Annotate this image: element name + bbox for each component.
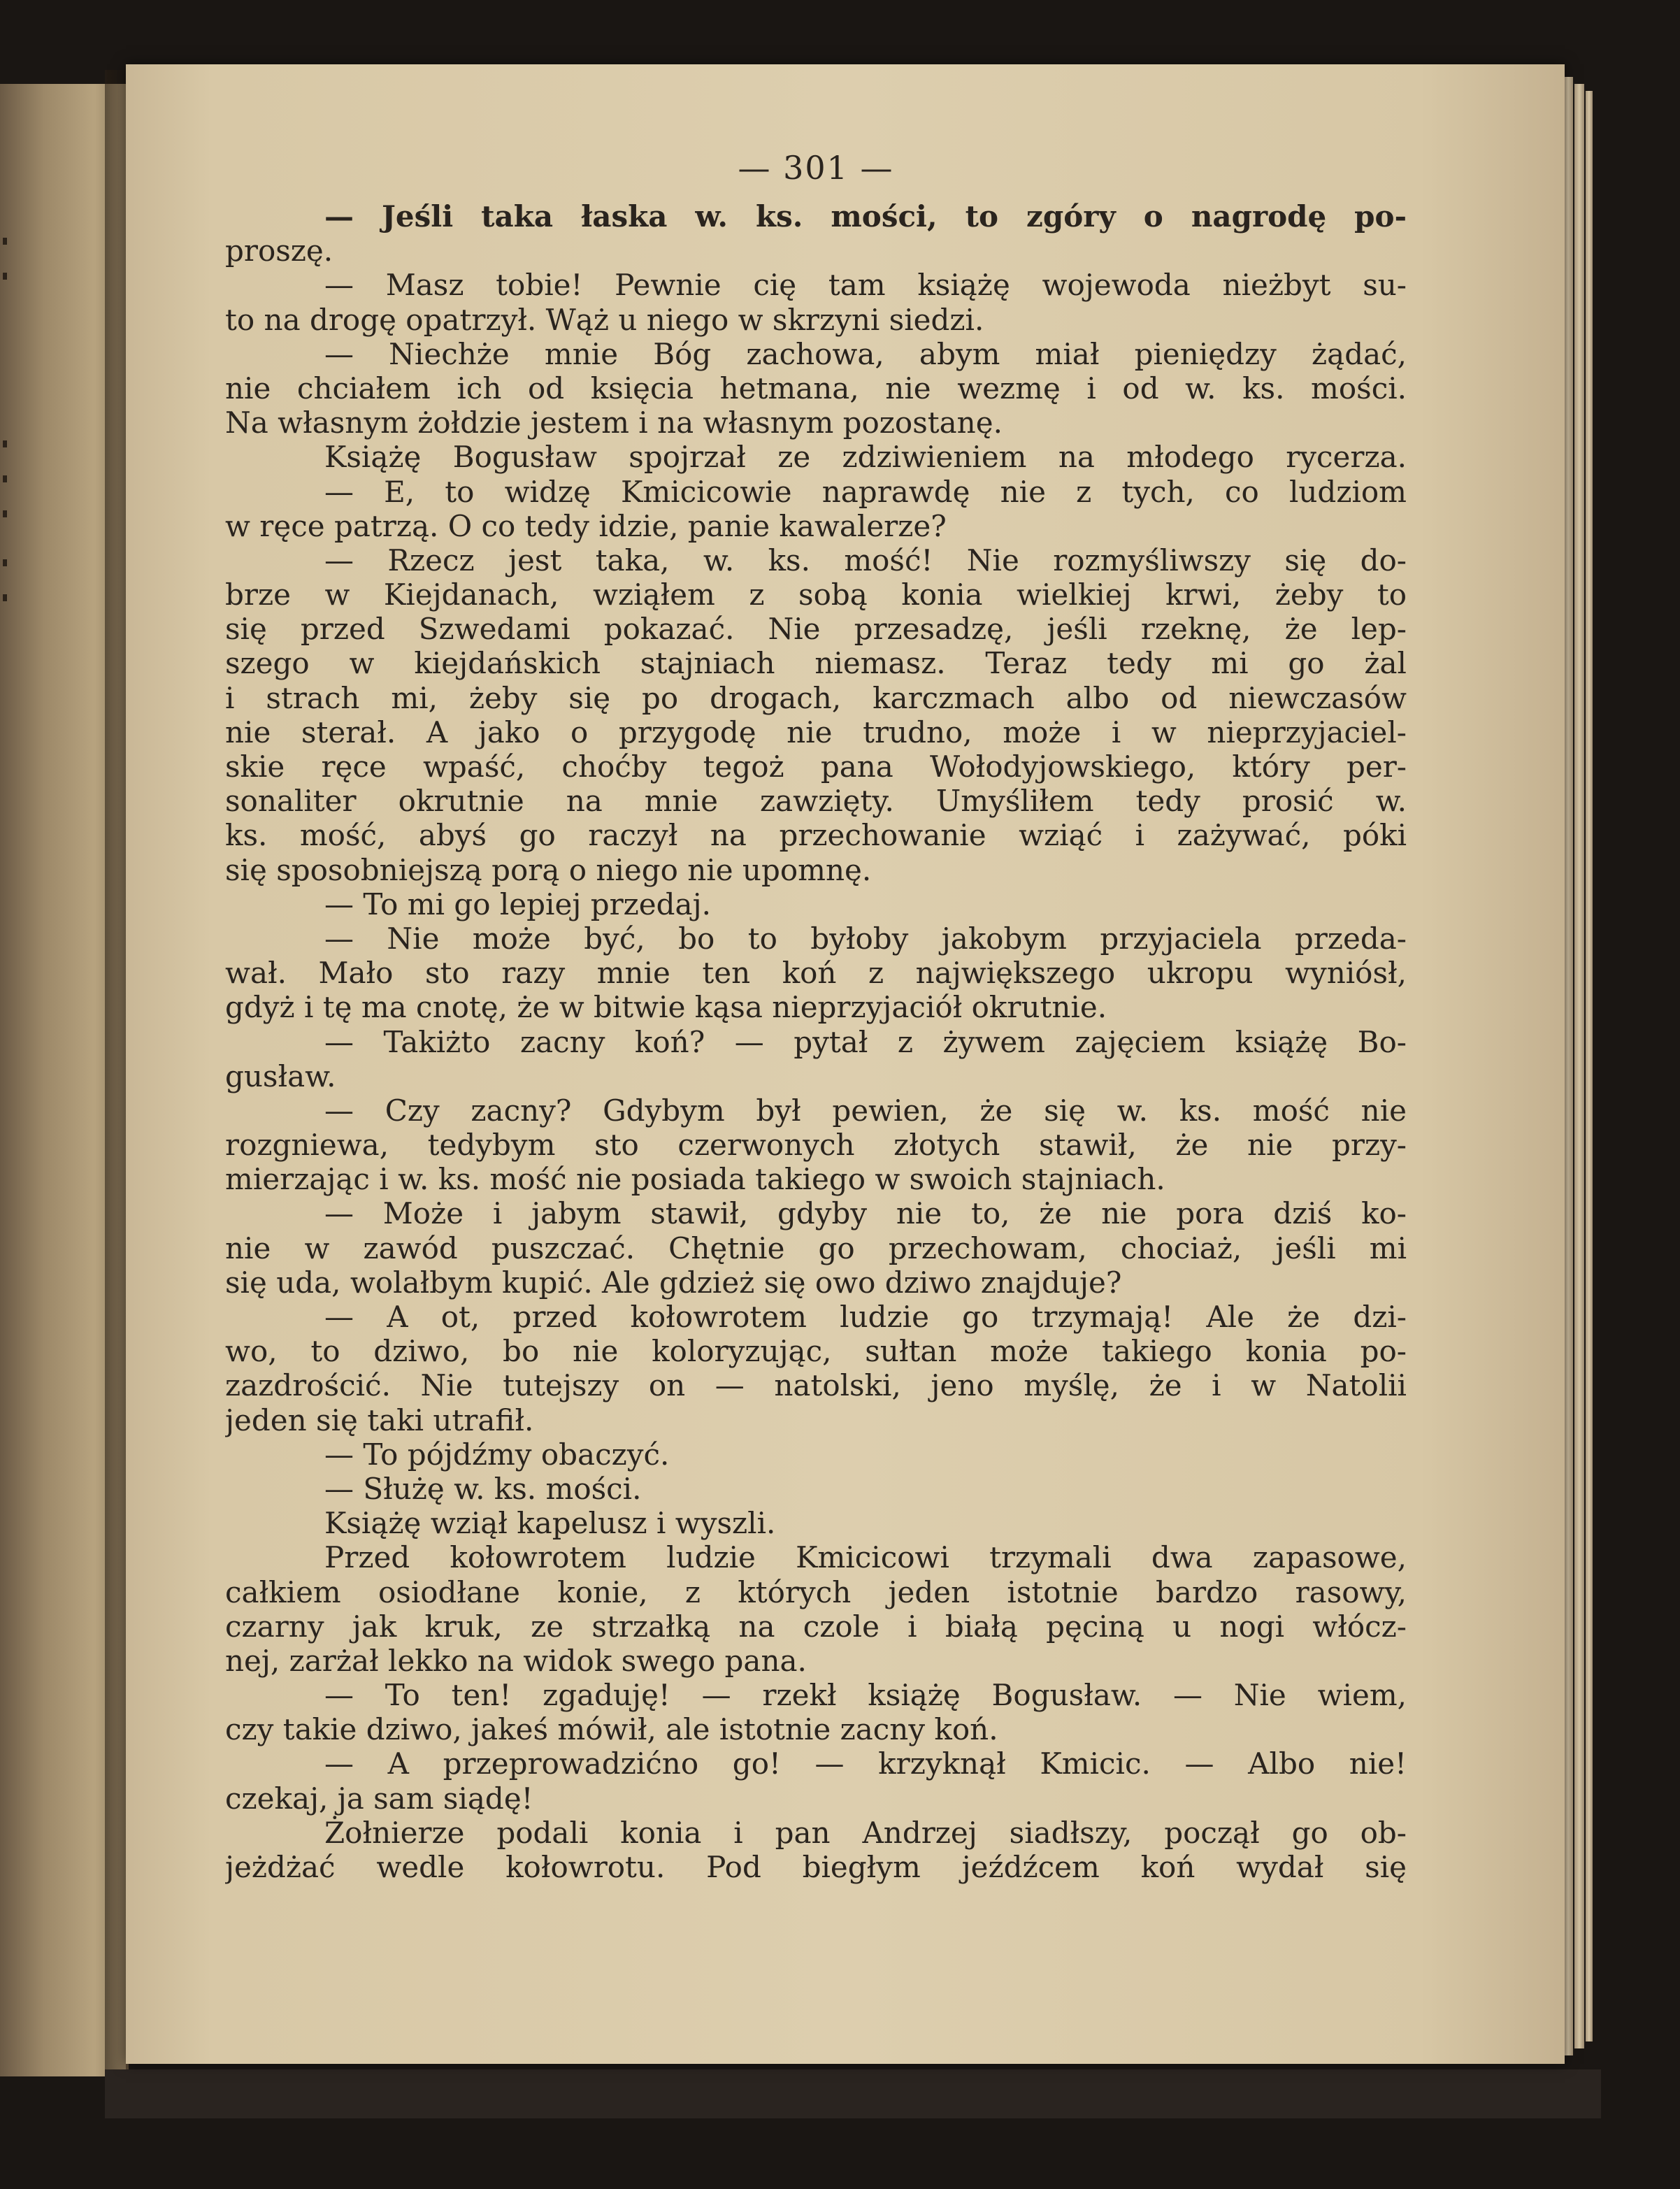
text-line: czekaj, ja sam siądę! [225,1781,533,1816]
text-body [225,199,1407,1884]
text-line: jeden się taki utrafił. [225,1402,534,1437]
text-line: — To pójdźmy obaczyć. [324,1437,670,1472]
text-line: — Masz tobie! Pewnie cię tam książę wojewoda nieżbyt su- [324,268,1407,303]
text-line: Żołnierze podali konia i pan Andrzej siadłszy, począł go ob- [324,1815,1407,1850]
text-line: — E, to widzę Kmicicowie naprawdę nie z tych, co ludziom [324,474,1407,509]
ink-mark [3,475,7,482]
text-line: wo, to dziwo, bo nie koloryzując, sułtan może takiego konia po- [225,1334,1407,1369]
page-stack-edge [1586,91,1593,2041]
text-line: mierzając i w. ks. mość nie posiada takiego w swoich stajniach. [225,1162,1165,1197]
text-line: — To mi go lepiej przedaj. [324,887,711,921]
text-line: gusław. [225,1058,336,1093]
text-line: się przed Szwedami pokazać. Nie przesadzę, jeśli rzeknę, że lep- [225,612,1407,647]
page-content [225,143,1407,1884]
page-stack-edge [1574,84,1584,2048]
text-line: nie sterał. A jako o przygodę nie trudno, może i w nieprzyjaciel- [225,715,1407,749]
text-line: — Nie może być, bo to byłoby jakobym przyjaciela przeda- [324,921,1407,956]
text-line: Książę Bogusław spojrzał ze zdziwieniem na młodego rycerza. [324,440,1407,475]
text-line: szego w kiejdańskich stajniach niemasz. Teraz tedy mi go żal [225,646,1407,681]
text-line: — Rzecz jest taka, w. ks. mość! Nie rozmyśliwszy się do- [324,543,1407,577]
ink-mark [3,594,7,601]
text-line: wał. Mało sto razy mnie ten koń z największego ukropu wyniósł, [225,956,1407,991]
text-line: — Może i jabym stawił, gdyby nie to, że nie pora dziś ko- [324,1196,1407,1231]
ink-mark [3,238,7,245]
text-line: Przed kołowrotem ludzie Kmicicowi trzymali dwa zapasowe, [324,1540,1407,1575]
text-line: nie w zawód puszczać. Chętnie go przechowam, chociaż, jeśli mi [225,1230,1407,1265]
text-line: czarny jak kruk, ze strzałką na czole i białą pęciną u nogi włócz- [225,1609,1407,1644]
text-line: — Takiżto zacny koń? — pytał z żywem zajęciem książę Bo- [324,1024,1407,1059]
text-line: się uda, wolałbym kupić. Ale gdzież się owo dziwo znajduje? [225,1265,1122,1300]
text-line: Na własnym żołdzie jestem i na własnym pozostanę. [225,405,1003,440]
text-line: rozgniewa, tedybym sto czerwonych złotych stawił, że nie przy- [225,1128,1407,1163]
text-line: — To ten! zgaduję! — rzekł książę Bogusław. — Nie wiem, [324,1678,1407,1713]
text-line: skie ręce wpaść, choćby tegoż pana Wołodyjowskiego, który per- [225,749,1407,784]
text-line: się sposobniejszą porą o niego nie upomnę. [225,852,872,887]
ink-mark [3,440,7,447]
text-line: i strach mi, żeby się po drogach, karczmach albo od niewczasów [225,680,1407,715]
text-line: czy takie dziwo, jakeś mówił, ale istotnie zacny koń. [225,1712,998,1747]
text-line: ks. mość, abyś go raczył na przechowanie wziąć i zażywać, póki [225,818,1407,853]
page-stack-edge [1563,77,1573,2055]
ink-mark [3,559,7,566]
text-line: nie chciałem ich od księcia hetmana, nie wezmę i od w. ks. mości. [225,371,1407,405]
page-number: — 301 — [738,149,894,187]
text-line: — A przeprowadzićno go! — krzyknął Kmicic. — Albo nie! [324,1746,1407,1781]
text-line: zazdrościć. Nie tutejszy on — natolski, jeno myślę, że i w Natolii [225,1368,1407,1403]
book-cover-board [105,2069,1601,2118]
text-line: proszę. [225,234,333,268]
text-line: sonaliter okrutnie na mnie zawzięty. Umyśliłem tedy prosić w. [225,784,1407,819]
ink-mark [3,510,7,517]
text-line: — Czy zacny? Gdybym był pewien, że się w. ks. mość nie [324,1093,1407,1128]
text-line: — Jeśli taka łaska w. ks. mości, to zgóry o nagrodę po- [324,199,1407,234]
text-line: nej, zarżał lekko na widok swego pana. [225,1643,807,1678]
text-line: — Niechże mnie Bóg zachowa, abym miał pieniędzy żądać, [324,336,1407,371]
text-line: to na drogę opatrzył. Wąż u niego w skrzyni siedzi. [225,302,984,337]
text-line: całkiem osiodłane konie, z których jeden istotnie bardzo rasowy, [225,1574,1407,1609]
text-line: w ręce patrzą. O co tedy idzie, panie kawalerze? [225,508,947,543]
text-line: jeżdżać wedle kołowrotu. Pod biegłym jeźdźcem koń wydał się [225,1850,1407,1884]
text-line: — A ot, przed kołowrotem ludzie go trzymają! Ale że dzi- [324,1300,1407,1334]
ink-mark [3,273,7,280]
text-line: Książę wziął kapelusz i wyszli. [324,1506,776,1541]
text-line: brze w Kiejdanach, wziąłem z sobą konia wielkiej krwi, żeby to [225,577,1407,612]
text-line: — Służę w. ks. mości. [324,1471,642,1506]
text-line: gdyż i tę ma cnotę, że w bitwie kąsa nieprzyjaciół okrutnie. [225,990,1107,1025]
